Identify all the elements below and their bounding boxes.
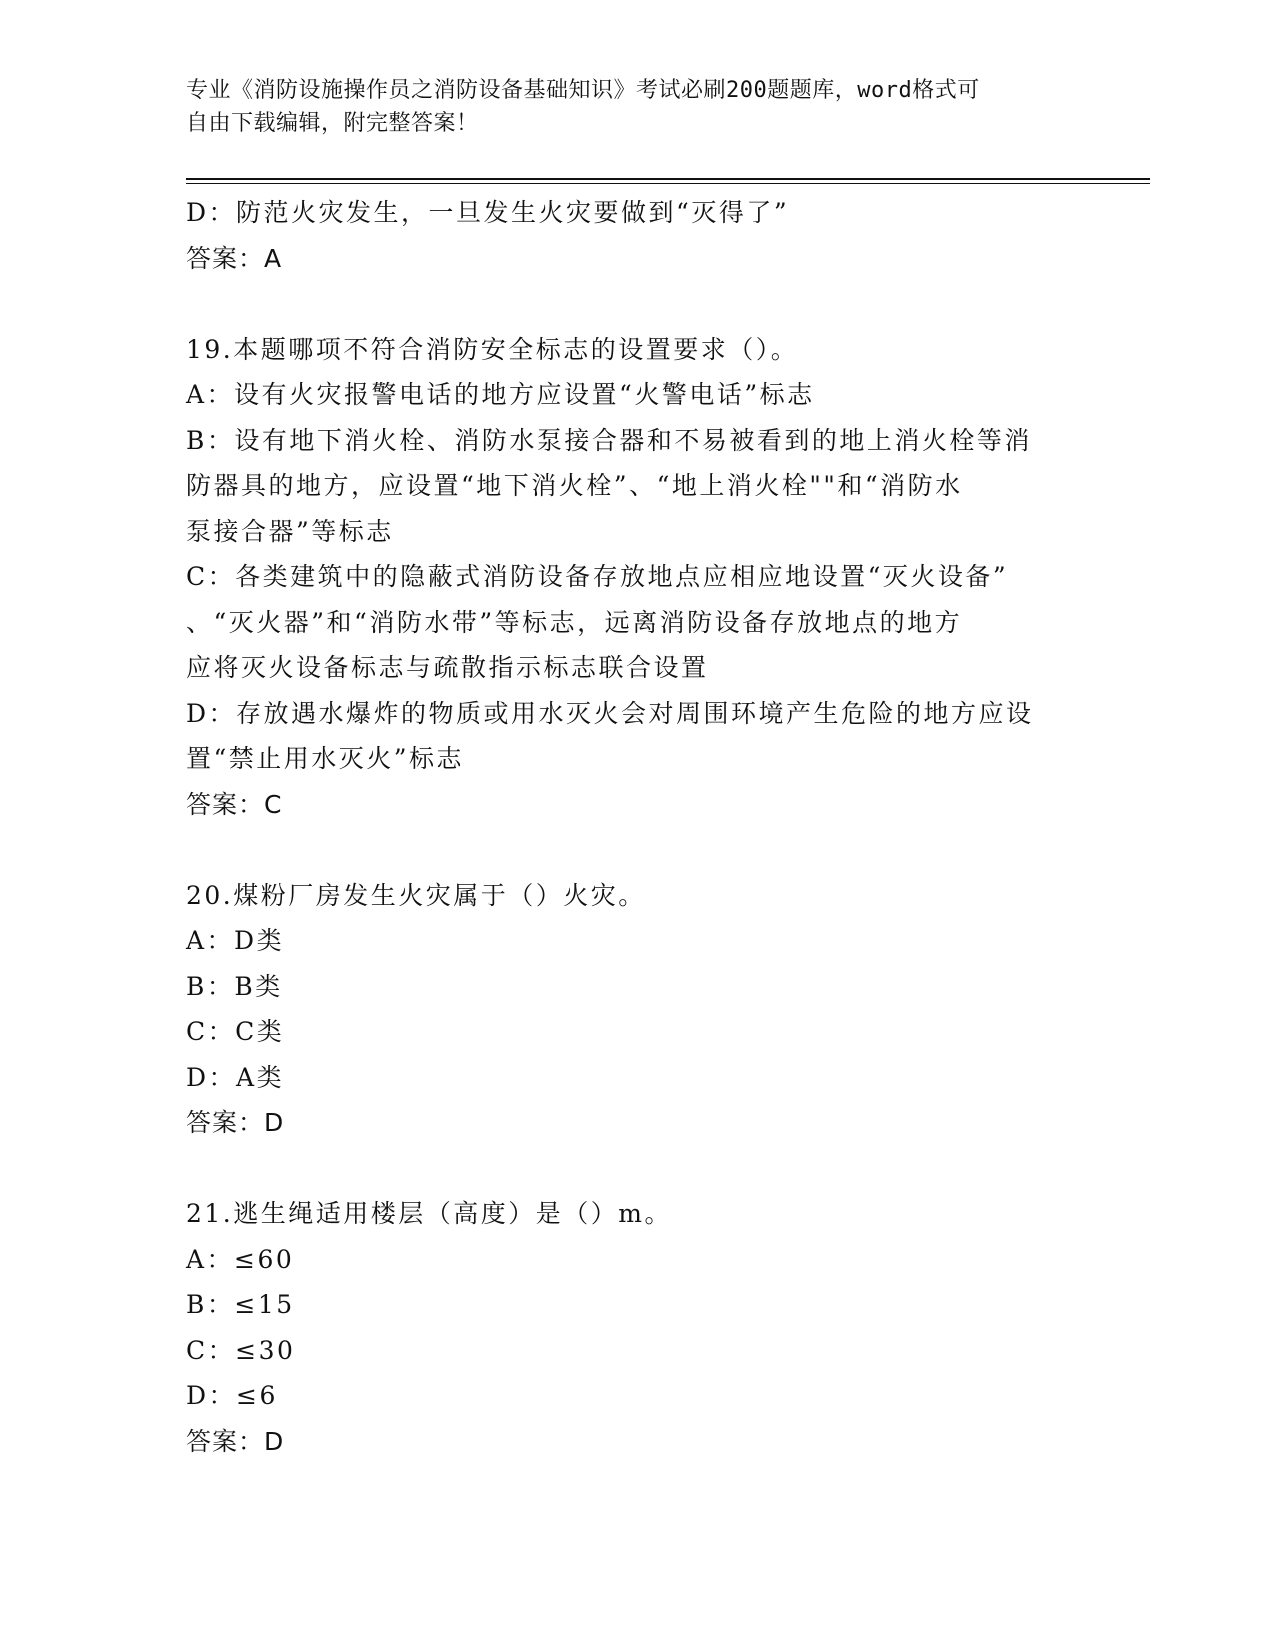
- header-divider: [186, 178, 1150, 184]
- answer-line: 答案：A: [186, 243, 283, 273]
- option-a: A：≤60: [186, 1244, 295, 1274]
- question-text: 20.煤粉厂房发生火灾属于（）火灾。: [186, 880, 646, 910]
- option-b-line-3: 泵接合器”等标志: [186, 516, 394, 546]
- option-a: A：设有火灾报警电话的地方应设置“火警电话”标志: [186, 380, 815, 409]
- question-21: [186, 1191, 1086, 1464]
- header-line-1: 专业《消防设施操作员之消防设备基础知识》考试必刷200题题库，word格式可: [186, 78, 980, 103]
- option-d-line-2: 置“禁止用水灭火”标志: [186, 744, 465, 773]
- option-c-line-1: C：各类建筑中的隐蔽式消防设备存放地点应相应地设置“灭火设备”: [186, 562, 1009, 591]
- option-b: B：B类: [186, 971, 283, 1001]
- option-b-line-1: B：设有地下消火栓、消防水泵接合器和不易被看到的地上消火栓等消: [186, 425, 1032, 455]
- option-d: D：≤6: [186, 1381, 278, 1410]
- option-b: B：≤15: [186, 1290, 295, 1319]
- header-line-2: 自由下载编辑，附完整答案！: [186, 111, 479, 136]
- page-header: [186, 74, 1086, 140]
- option-a: A：D类: [186, 926, 285, 955]
- option-d: D：防范火灾发生，一旦发生火灾要做到“灭得了”: [186, 198, 790, 227]
- question-19: [186, 327, 1086, 828]
- option-c: C：≤30: [186, 1335, 296, 1365]
- option-b-line-2: 防器具的地方，应设置“地下消火栓”、“地上消火栓""和“消防水: [186, 471, 963, 500]
- question-text: 21.逃生绳适用楼层（高度）是（）m。: [186, 1199, 672, 1228]
- answer-line: 答案：D: [186, 1426, 285, 1456]
- question-text: 19.本题哪项不符合消防安全标志的设置要求（）。: [186, 334, 799, 364]
- option-c: C：C类: [186, 1017, 285, 1046]
- option-d: D：A类: [186, 1062, 285, 1092]
- spacer: [186, 281, 1086, 327]
- spacer: [186, 1146, 1086, 1192]
- question-18-tail: [186, 190, 1086, 281]
- answer-line: 答案：D: [186, 1108, 285, 1137]
- document-body: [186, 190, 1086, 1464]
- option-c-line-3: 应将灭火设备标志与疏散指示标志联合设置: [186, 653, 709, 682]
- option-d-line-1: D：存放遇水爆炸的物质或用水灭火会对周围环境产生危险的地方应设: [186, 698, 1034, 728]
- answer-line: 答案：C: [186, 789, 283, 819]
- spacer: [186, 827, 1086, 873]
- option-c-line-2: 、“灭火器”和“消防水带”等标志，远离消防设备存放地点的地方: [186, 607, 963, 637]
- question-20: [186, 873, 1086, 1146]
